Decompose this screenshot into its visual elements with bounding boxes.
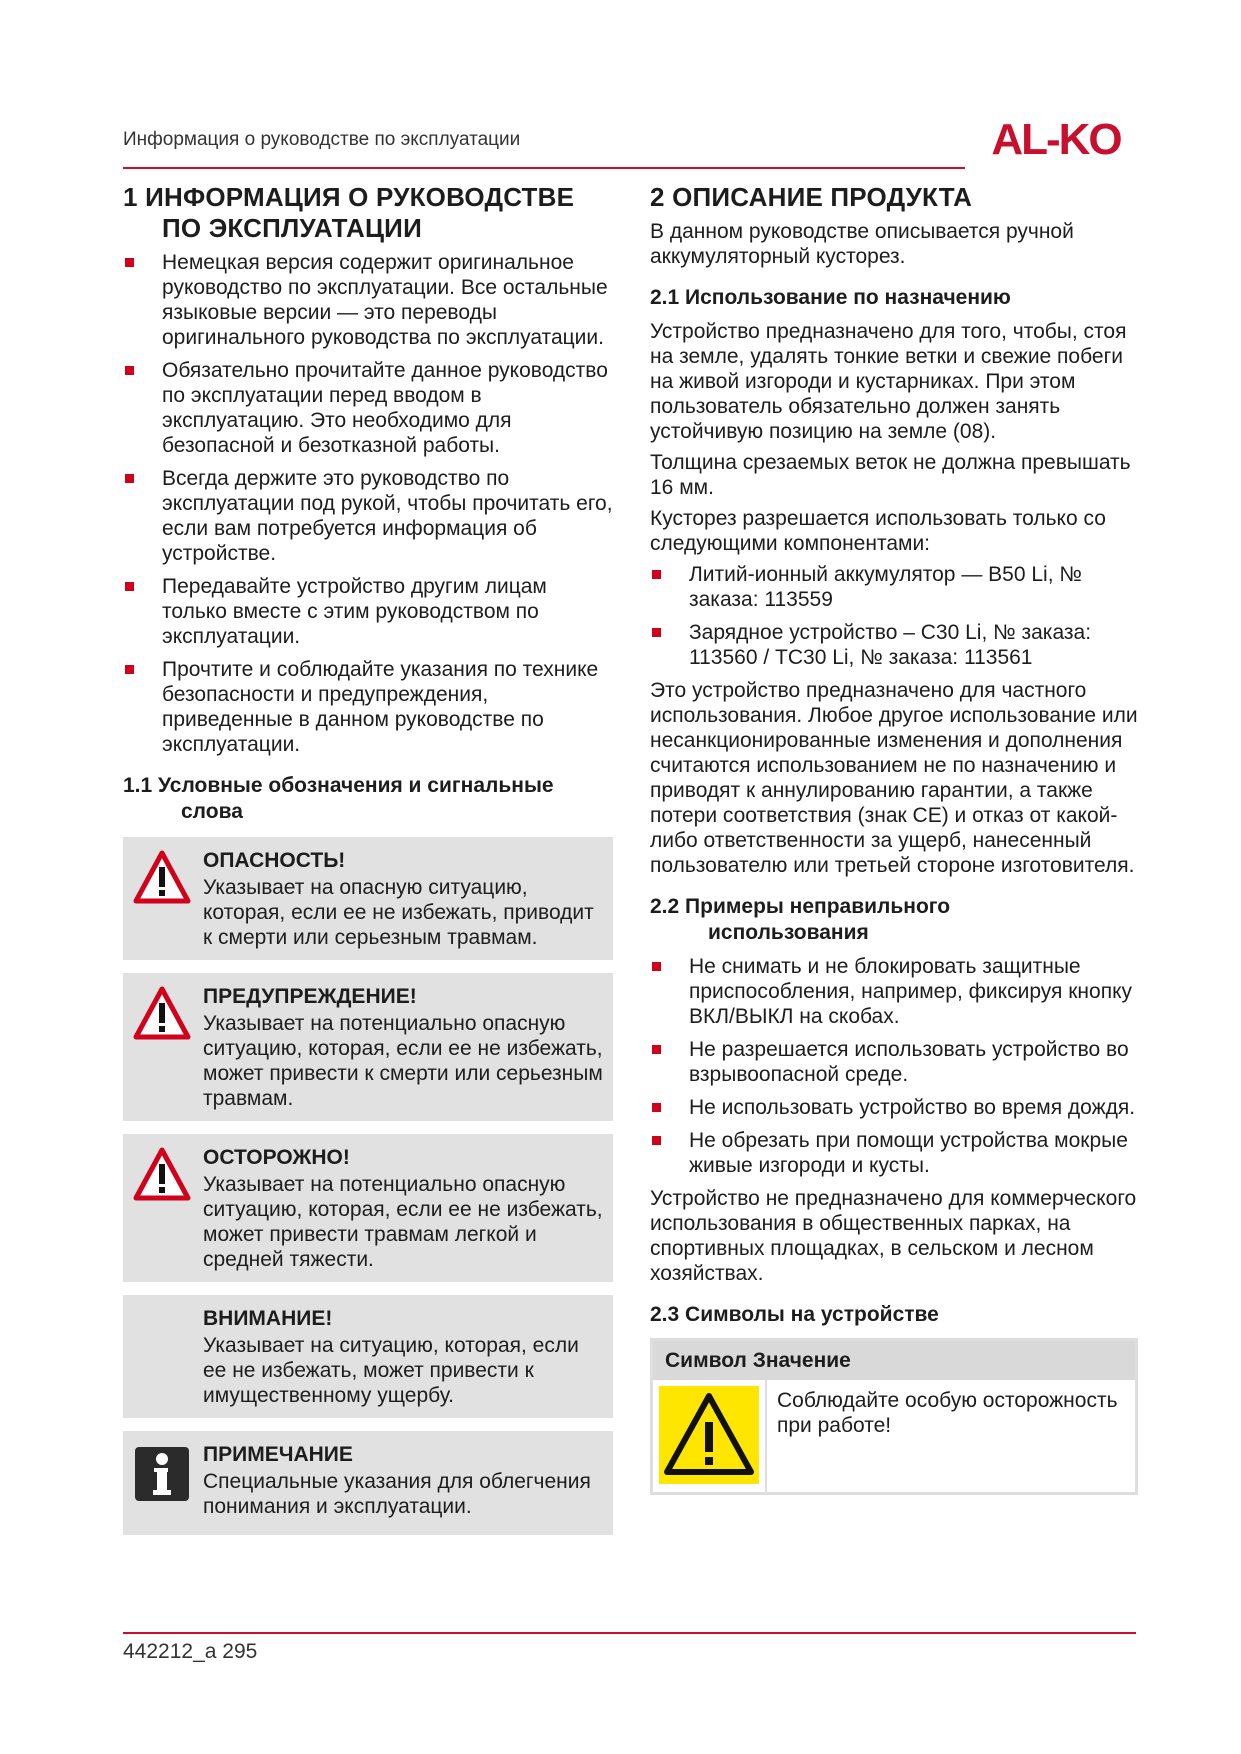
section-1-heading-line1: 1 ИНФОРМАЦИЯ О РУКОВОДСТВЕ (123, 182, 575, 212)
list-item: Немецкая версия содержит оригинальное руководство по эксплуатации. Все остальные языковые версии — это переводы оригинального руководства по эксплуатации. (123, 250, 613, 350)
list-item: Не разрешается использовать устройство во взрывоопасной среде. (650, 1037, 1140, 1087)
right-column (650, 182, 1140, 1495)
signal-box-attention (123, 1295, 613, 1418)
symbol-cell (653, 1380, 767, 1492)
symbol-table (650, 1338, 1138, 1495)
signal-box-text: Специальные указания для облегчения понимания и эксплуатации. (203, 1470, 591, 1518)
list-item: Не использовать устройство во время дождя. (650, 1095, 1140, 1120)
list-item: Прочтите и соблюдайте указания по технике безопасности и предупреждения, приведенные в данном руководстве по эксплуатации. (123, 657, 613, 757)
symbol-table-header: Символ Значение (653, 1341, 1135, 1380)
section-2-2-heading-line2: использования (708, 921, 869, 944)
list-item: Всегда держите это руководство по эксплуатации под рукой, чтобы прочитать его, если вам потребуется информация об устройстве. (123, 466, 613, 566)
paragraph: Толщина срезаемых веток не должна превышать 16 мм. (650, 451, 1131, 499)
section-2-intro: В данном руководстве описывается ручной аккумуляторный кусторез. (650, 220, 1074, 268)
info-icon (133, 1445, 191, 1503)
section-2-2-heading (650, 894, 1140, 946)
section-1-heading-line2: ПО ЭКСПЛУАТАЦИИ (162, 213, 422, 243)
paragraph: Это устройство предназначено для частного использования. Любое другое использование или несанкционированные изменения и дополнения считаются использованием не по назначению и приводят к аннулированию гарантии, а также потери соответствия (знак CE) и отказ от какой-либо ответственности за ущерб, нанесенный пользователю или третьей стороне изготовителя. (650, 679, 1138, 877)
signal-box-note (123, 1431, 613, 1535)
signal-box-danger (123, 837, 613, 960)
signal-box-caution (123, 1134, 613, 1282)
section-2-3-heading: 2.3 Символы на устройстве (650, 1303, 939, 1326)
signal-box-text: Указывает на ситуацию, которая, если ее не избежать, может привести к имущественному ущербу. (203, 1334, 579, 1407)
signal-box-warning (123, 973, 613, 1121)
signal-box-title: ПРИМЕЧАНИЕ (203, 1443, 353, 1466)
components-list (650, 562, 1140, 670)
list-item: Литий-ионный аккумулятор — B50 Li, № заказа: 113559 (650, 562, 1140, 612)
section-2-heading: 2 ОПИСАНИЕ ПРОДУКТА (650, 182, 973, 212)
signal-box-title: ВНИМАНИЕ! (203, 1307, 333, 1330)
list-item: Не снимать и не блокировать защитные приспособления, например, фиксируя кнопку ВКЛ/ВЫКЛ на скобах. (650, 954, 1140, 1029)
section-2-2-heading-line1: 2.2 Примеры неправильного (650, 895, 951, 918)
section-1-1-heading (123, 773, 613, 825)
signal-box-text: Указывает на потенциально опасную ситуацию, которая, если ее не избежать, может привести к смерти или серьезным травмам. (203, 1012, 603, 1110)
left-column (123, 182, 613, 1548)
footer-rule (123, 1632, 1136, 1634)
section-1-1-heading-line1: 1.1 Условные обозначения и сигнальные (123, 774, 554, 797)
signal-box-title: ПРЕДУПРЕЖДЕНИЕ! (203, 985, 417, 1008)
misuse-list (650, 954, 1140, 1178)
logo-text: AL-KO (991, 115, 1121, 164)
list-item: Зарядное устройство – C30 Li, № заказа: 113560 / TC30 Li, № заказа: 113561 (650, 620, 1140, 670)
header-rule (123, 167, 965, 169)
signal-box-text: Указывает на потенциально опасную ситуацию, которая, если ее не избежать, может привести травмам легкой и средней тяжести. (203, 1173, 603, 1271)
signal-box-title: ОПАСНОСТЬ! (203, 849, 346, 872)
list-item: Обязательно прочитайте данное руководство по эксплуатации перед вводом в эксплуатацию. Это необходимо для безопасной и безотказной работы. (123, 358, 613, 458)
paragraph: Устройство не предназначено для коммерческого использования в общественных парках, на спортивных площадках, в сельском и лесном хозяйствах. (650, 1187, 1137, 1285)
section-1-heading (123, 182, 613, 244)
warning-triangle-icon (133, 1146, 191, 1204)
section-2-1-heading: 2.1 Использование по назначению (650, 286, 1011, 309)
section-1-list (123, 250, 613, 757)
list-item: Не обрезать при помощи устройства мокрые живые изгороди и кусты. (650, 1128, 1140, 1178)
table-row (653, 1380, 1135, 1492)
alko-logo (976, 112, 1136, 164)
header-title: Информация о руководстве по эксплуатации (123, 129, 521, 150)
signal-box-text: Указывает на опасную ситуацию, которая, если ее не избежать, приводит к смерти или серьезным травмам. (203, 876, 594, 949)
caution-yellow-icon (659, 1386, 759, 1484)
paragraph: Кусторез разрешается использовать только со следующими компонентами: (650, 507, 1106, 555)
paragraph: Устройство предназначено для того, чтобы, стоя на земле, удалять тонкие ветки и свежие побеги на живой изгороди и кустарниках. При этом пользователь обязательно должен занять устойчивую позицию на земле (08). (650, 320, 1127, 443)
page-number: 442212_a 295 (123, 1640, 258, 1663)
section-1-1-heading-line2: слова (181, 800, 243, 823)
warning-triangle-icon (133, 849, 191, 907)
warning-triangle-icon (133, 985, 191, 1043)
symbol-meaning: Соблюдайте особую осторожность при работе! (777, 1389, 1118, 1437)
list-item: Передавайте устройство другим лицам только вместе с этим руководством по эксплуатации. (123, 574, 613, 649)
signal-box-title: ОСТОРОЖНО! (203, 1146, 350, 1169)
